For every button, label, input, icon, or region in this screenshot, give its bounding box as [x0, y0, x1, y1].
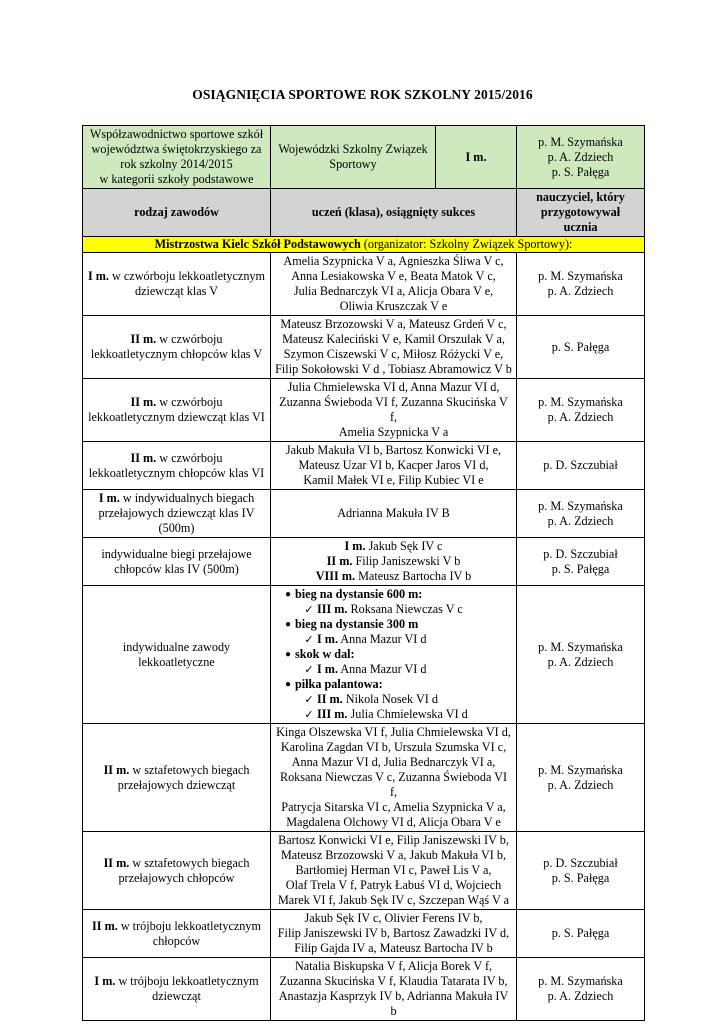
- student-result-line: [275, 569, 512, 584]
- result-name: Jakub Sęk IV c: [365, 539, 443, 553]
- bullet-icon: ●: [284, 589, 292, 600]
- discipline-result: [275, 662, 512, 677]
- student-line: Anastazja Kasprzyk IV b, Adrianna Makuła IV b: [278, 989, 509, 1018]
- teacher-name: p. S. Pałęga: [551, 339, 610, 354]
- teacher-name: p. A. Zdziech: [547, 654, 614, 669]
- column-header-student: uczeń (klasa), osiągnięty sukces: [271, 189, 517, 237]
- student-line: Kamil Małek VI e, Filip Kubiec VI e: [303, 473, 484, 487]
- student-line: Amelia Szypnicka V a, Agnieszka Śliwa V c,: [283, 254, 504, 268]
- student-line: Adrianna Makuła IV B: [337, 506, 450, 520]
- checkmark-icon: ✓: [304, 603, 314, 616]
- checkmark-icon: ✓: [304, 693, 314, 706]
- student-line: Julia Chmielewska VI d, Anna Mazur VI d,: [287, 380, 500, 394]
- result-place: II m.: [317, 692, 343, 706]
- achievements-table: [82, 125, 645, 1021]
- teacher-name: p. A. Zdziech: [547, 149, 614, 164]
- org-line: województwa świętokrzyskiego za: [91, 142, 262, 156]
- result-name: Julia Chmielewska VI d: [347, 707, 468, 721]
- event-cell: [83, 910, 271, 958]
- event-place: II m.: [130, 395, 157, 409]
- teacher-name: p. S. Pałęga: [551, 926, 610, 940]
- checkmark-icon: ✓: [304, 663, 314, 676]
- discipline-result: [275, 707, 512, 722]
- students-cell: [271, 586, 517, 724]
- teachers-cell: [517, 832, 645, 910]
- discipline-name: bieg na dystansie 300 m: [295, 617, 419, 631]
- bullet-icon: ●: [284, 679, 292, 690]
- result-name: Mateusz Bartocha IV b: [355, 569, 472, 583]
- discipline-item: [275, 587, 512, 602]
- result-place: II m.: [326, 554, 353, 568]
- event-place: II m.: [92, 918, 118, 933]
- result-place: I m.: [317, 632, 338, 646]
- teacher-name: p. M. Szymańska: [538, 269, 623, 283]
- union-line: Wojewódzki Szkolny Związek: [278, 142, 428, 156]
- discipline-name: skok w dal:: [295, 647, 355, 661]
- teachers-cell: [517, 316, 645, 379]
- student-line: Filip Sokołowski V d , Tobiasz Abramowicz V b: [275, 362, 512, 376]
- discipline-result-text: [317, 662, 426, 677]
- checkmark-icon: ✓: [304, 633, 314, 646]
- result-place: III m.: [317, 707, 348, 721]
- student-line: Filip Janiszewski IV b, Bartosz Zawadzki IV d,: [277, 926, 510, 940]
- section-name: Mistrzostwa Kielc Szkół Podstawowych: [154, 237, 361, 251]
- event-cell: [83, 490, 271, 538]
- union-cell: [271, 126, 436, 189]
- result-name: Filip Janiszewski V b: [352, 554, 461, 568]
- event-name: w trójboju lekkoatletycznym chłopców: [117, 918, 261, 948]
- checkmark-icon: ✓: [304, 708, 314, 721]
- event-cell: [83, 586, 271, 724]
- event-name: w indywidualnych biegach przełajowych dziewcząt klas IV (500m): [98, 491, 255, 535]
- student-line: Kinga Olszewska VI f, Julia Chmielewska VI d,: [276, 725, 511, 739]
- column-header-event: rodzaj zawodów: [83, 189, 271, 237]
- result-row: [83, 490, 645, 538]
- event-cell: [83, 253, 271, 316]
- event-name: indywidualne biegi przełajowe chłopców klas IV (500m): [101, 546, 252, 576]
- teachers-cell: [517, 442, 645, 490]
- event-name: w sztafetowych biegach przełajowych dziewcząt: [117, 762, 250, 792]
- event-cell: [83, 442, 271, 490]
- student-line: Marek VI f, Jakub Sęk IV c, Szczepan Wąś V a: [277, 893, 510, 907]
- event-cell: [83, 538, 271, 586]
- column-header-teacher-line: przygotowywał: [540, 205, 621, 219]
- org-line: Współzawodnictwo sportowe szkół: [89, 127, 264, 141]
- result-row: [83, 379, 645, 442]
- result-row: [83, 316, 645, 379]
- event-cell: [83, 724, 271, 832]
- student-line: Mateusz Uzar VI b, Kacper Jaros VI d,: [298, 458, 489, 472]
- event-name: indywidualne zawody lekkoatletyczne: [122, 639, 231, 669]
- section-row: [83, 237, 645, 253]
- student-line: Olaf Trela V f, Patryk Łabuś VI d, Wojciech: [285, 878, 502, 892]
- teachers-cell: [517, 586, 645, 724]
- result-row: [83, 724, 645, 832]
- result-place: III m.: [317, 602, 348, 616]
- org-line: rok szkolny 2014/2015: [120, 157, 233, 171]
- result-name: Roksana Niewczas V c: [347, 602, 463, 616]
- event-name: w czwórboju lekkoatletycznym dziewcząt klas V: [108, 269, 265, 298]
- students-cell: [271, 538, 517, 586]
- teacher-name: p. M. Szymańska: [538, 762, 623, 777]
- student-line: Mateusz Brzozowski V a, Jakub Makuła VI b,: [280, 848, 507, 862]
- event-name: w czwórboju lekkoatletycznym chłopców klas VI: [88, 450, 265, 480]
- student-line: Bartłomiej Herman VI c, Paweł Lis V a,: [295, 863, 492, 877]
- section-heading: [83, 237, 645, 253]
- bullet-icon: ●: [284, 649, 292, 660]
- teachers-cell: [517, 724, 645, 832]
- teacher-name: p. D. Szczubiał: [543, 855, 618, 870]
- teacher-name: p. M. Szymańska: [538, 639, 623, 654]
- column-header-row: [83, 189, 645, 237]
- result-place: I m.: [344, 539, 366, 553]
- discipline-result-text: [317, 632, 426, 647]
- event-name: w sztafetowych biegach przełajowych chłopców: [118, 855, 250, 885]
- event-place: I m.: [87, 269, 109, 283]
- event-place: II m.: [103, 855, 130, 870]
- students-cell: [271, 490, 517, 538]
- teacher-name: p. M. Szymańska: [538, 134, 623, 149]
- result-name: Nikola Nosek VI d: [342, 692, 438, 706]
- result-row: [83, 253, 645, 316]
- result-place: VIII m.: [315, 569, 356, 583]
- discipline-result: [275, 692, 512, 707]
- result-row: [83, 586, 645, 724]
- result-place: I m.: [317, 662, 338, 676]
- result-row: [83, 832, 645, 910]
- student-line: Szymon Ciszewski V c, Miłosz Różycki V e,: [283, 347, 504, 361]
- students-cell: [271, 316, 517, 379]
- student-line: Jakub Makuła VI b, Bartosz Konwicki VI e,: [285, 443, 502, 457]
- teacher-name: p. A. Zdziech: [547, 284, 614, 298]
- students-cell: [271, 442, 517, 490]
- student-line: Mateusz Kaleciński V e, Kamil Orszulak V a,: [282, 332, 505, 346]
- student-line: Zuzanna Świeboda VI f, Zuzanna Skucińska V f,: [279, 395, 508, 424]
- student-line: Patrycja Sitarska VI c, Amelia Szypnicka V a,: [281, 800, 506, 814]
- summary-teachers-cell: [517, 126, 645, 189]
- event-place: II m.: [130, 332, 157, 346]
- event-place: I m.: [98, 491, 120, 505]
- teacher-name: p. S. Pałęga: [551, 870, 610, 885]
- discipline-result: [275, 602, 512, 617]
- discipline-item: [275, 617, 512, 632]
- event-place: II m.: [130, 450, 157, 465]
- teacher-name: p. M. Szymańska: [538, 974, 623, 988]
- student-line: Anna Lesiakowska V e, Beata Matok V c,: [291, 269, 496, 283]
- students-cell: [271, 958, 517, 1021]
- students-cell: [271, 832, 517, 910]
- discipline-result-text: [317, 707, 468, 722]
- event-name: w czwórboju lekkoatletycznym dziewcząt klas VI: [88, 395, 265, 424]
- teachers-cell: [517, 490, 645, 538]
- student-result-line: [275, 539, 512, 554]
- student-line: Amelia Szypnicka V a: [338, 425, 449, 439]
- event-place: I m.: [94, 974, 116, 988]
- event-name: w trójboju lekkoatletycznym dziewcząt: [115, 974, 259, 1003]
- teacher-name: p. S. Pałęga: [551, 561, 610, 576]
- student-line: Oliwia Kruszczak V e: [339, 299, 448, 313]
- student-line: Magdalena Olchowy VI d, Alicja Obara V e: [286, 815, 501, 829]
- teachers-cell: [517, 253, 645, 316]
- place-cell: I m.: [436, 126, 517, 189]
- discipline-item: [275, 647, 512, 662]
- event-name: w czwórboju lekkoatletycznym chłopców klas V: [90, 332, 263, 361]
- teacher-name: p. S. Pałęga: [551, 164, 610, 179]
- student-line: Anna Mazur VI d, Julia Bednarczyk VI a,: [291, 755, 496, 769]
- event-cell: [83, 958, 271, 1021]
- student-line: Jakub Sęk IV c, Olivier Ferens IV b,: [304, 911, 483, 925]
- teachers-cell: [517, 910, 645, 958]
- student-line: Filip Gajda IV a, Mateusz Bartocha IV b: [294, 941, 493, 955]
- column-header-teacher-line: ucznia: [563, 220, 598, 234]
- event-cell: [83, 832, 271, 910]
- teacher-name: p. M. Szymańska: [538, 498, 623, 513]
- teachers-cell: [517, 379, 645, 442]
- org-cell: [83, 126, 271, 189]
- teachers-cell: [517, 538, 645, 586]
- student-line: Zuzanna Skucińska V f, Klaudia Tatarata IV b,: [279, 974, 508, 988]
- result-name: Anna Mazur VI d: [338, 632, 427, 646]
- teachers-cell: [517, 958, 645, 1021]
- teacher-name: p. A. Zdziech: [547, 989, 614, 1003]
- result-name: Anna Mazur VI d: [338, 662, 427, 676]
- students-cell: [271, 379, 517, 442]
- discipline-name: piłka palantowa:: [295, 677, 383, 691]
- student-line: Julia Bednarczyk VI a, Alicja Obara V e,: [293, 284, 494, 298]
- discipline-name: bieg na dystansie 600 m:: [295, 587, 423, 601]
- student-line: Mateusz Brzozowski V a, Mateusz Grdeń V c,: [280, 317, 507, 331]
- discipline-result-text: [317, 692, 438, 707]
- student-line: Karolina Zagdan VI b, Urszula Szumska VI c,: [280, 740, 507, 754]
- result-row: [83, 910, 645, 958]
- students-cell: [271, 253, 517, 316]
- students-cell: [271, 910, 517, 958]
- teacher-name: p. M. Szymańska: [538, 395, 623, 409]
- result-row: [83, 958, 645, 1021]
- teacher-name: p. D. Szczubiał: [543, 546, 618, 561]
- bullet-icon: ●: [284, 619, 292, 630]
- page-title: OSIĄGNIĘCIA SPORTOWE ROK SZKOLNY 2015/2016: [192, 87, 533, 102]
- event-place: II m.: [103, 762, 130, 777]
- student-result-line: [275, 554, 512, 569]
- union-line: Sportowy: [329, 157, 377, 171]
- student-line: Roksana Niewczas V c, Zuzanna Świeboda VI f,: [279, 770, 508, 799]
- column-header-teacher-line: nauczyciel, który: [536, 190, 625, 204]
- event-cell: [83, 316, 271, 379]
- discipline-result: [275, 632, 512, 647]
- column-header-teacher: [517, 189, 645, 237]
- org-line: w kategorii szkoły podstawowe: [99, 172, 254, 186]
- teacher-name: p. A. Zdziech: [547, 513, 614, 528]
- teacher-name: p. D. Szczubiał: [543, 458, 618, 472]
- teacher-name: p. A. Zdziech: [547, 410, 614, 424]
- event-cell: [83, 379, 271, 442]
- discipline-result-text: [317, 602, 463, 617]
- summary-row: [83, 126, 645, 189]
- teacher-name: p. A. Zdziech: [547, 777, 614, 792]
- student-line: Bartosz Konwicki VI e, Filip Janiszewski IV b,: [278, 833, 509, 847]
- result-row: [83, 442, 645, 490]
- discipline-item: [275, 677, 512, 692]
- students-cell: [271, 724, 517, 832]
- student-line: Natalia Biskupska V f, Alicja Borek V f,: [294, 959, 493, 973]
- section-organizer: (organizator: Szkolny Związek Sportowy):: [360, 237, 573, 251]
- result-row: [83, 538, 645, 586]
